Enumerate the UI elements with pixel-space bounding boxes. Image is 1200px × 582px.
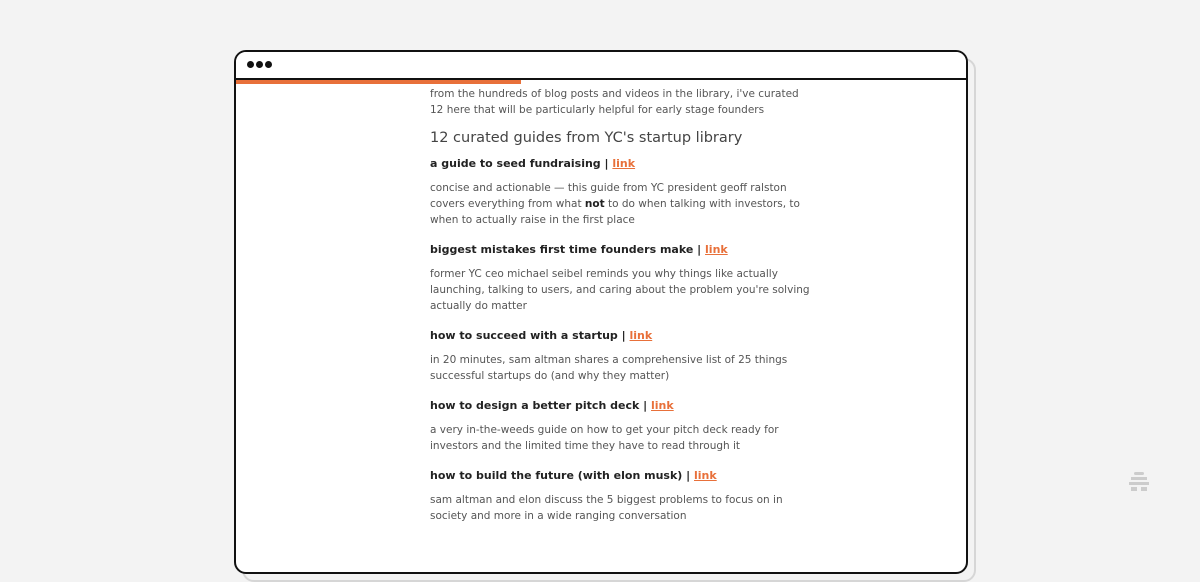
desc-bold: not <box>584 198 605 210</box>
guide-description <box>430 492 810 524</box>
separator: | <box>604 157 609 170</box>
separator: | <box>697 243 702 256</box>
separator: | <box>621 329 626 342</box>
title-bar <box>236 52 966 80</box>
guide-title <box>430 468 810 484</box>
separator: | <box>686 469 691 482</box>
desc-text: concise and actionable — this guide from YC president geoff ralston covers everything from what <box>430 182 787 210</box>
guide-title <box>430 328 810 344</box>
guide-title-text: how to succeed with a startup <box>430 329 618 342</box>
guide-link[interactable]: link <box>612 157 636 170</box>
guide-link[interactable]: link <box>629 329 653 342</box>
window-dots-icon <box>247 61 272 68</box>
guide-title <box>430 242 810 258</box>
desc-text: in 20 minutes, sam altman shares a comprehensive list of 25 things successful startups do (and why they matter) <box>430 354 788 382</box>
browser-window <box>234 50 968 574</box>
guide-title-text: how to design a better pitch deck <box>430 399 640 412</box>
guide-description <box>430 352 810 384</box>
separator: | <box>643 399 648 412</box>
guide-link[interactable]: link <box>694 469 717 482</box>
article-content <box>430 86 810 538</box>
guide-title-text: how to build the future (with elon musk) <box>430 469 683 482</box>
section-heading: 12 curated guides from YC's startup library <box>430 130 743 146</box>
guide-title <box>430 398 810 414</box>
guide-description <box>430 266 810 314</box>
desc-text: former YC ceo michael seibel reminds you why things like actually launching, talking to users, and caring about the problem you're solving actually do matter <box>430 268 810 312</box>
guide-description <box>430 422 810 454</box>
guide-title-text: biggest mistakes first time founders make <box>430 243 694 256</box>
desc-text: sam altman and elon discuss the 5 biggest problems to focus on in society and more in a wide ranging conversation <box>430 494 783 522</box>
guide-title <box>430 156 810 172</box>
desc-text: a very in-the-weeds guide on how to get your pitch deck ready for investors and the limited time they have to read through it <box>430 424 779 452</box>
guide-link[interactable]: link <box>651 399 674 412</box>
site-logo-icon <box>1128 471 1150 493</box>
guide-link[interactable]: link <box>705 243 728 256</box>
desc-text: to do when talking with investors, to when to actually raise in the first place <box>430 198 800 226</box>
guide-title-text: a guide to seed fundraising <box>430 157 601 170</box>
guide-description <box>430 180 810 228</box>
reading-progress-bar <box>236 80 521 84</box>
intro-text: from the hundreds of blog posts and videos in the library, i've curated 12 here that will be particularly helpful for early stage founders <box>430 88 799 116</box>
